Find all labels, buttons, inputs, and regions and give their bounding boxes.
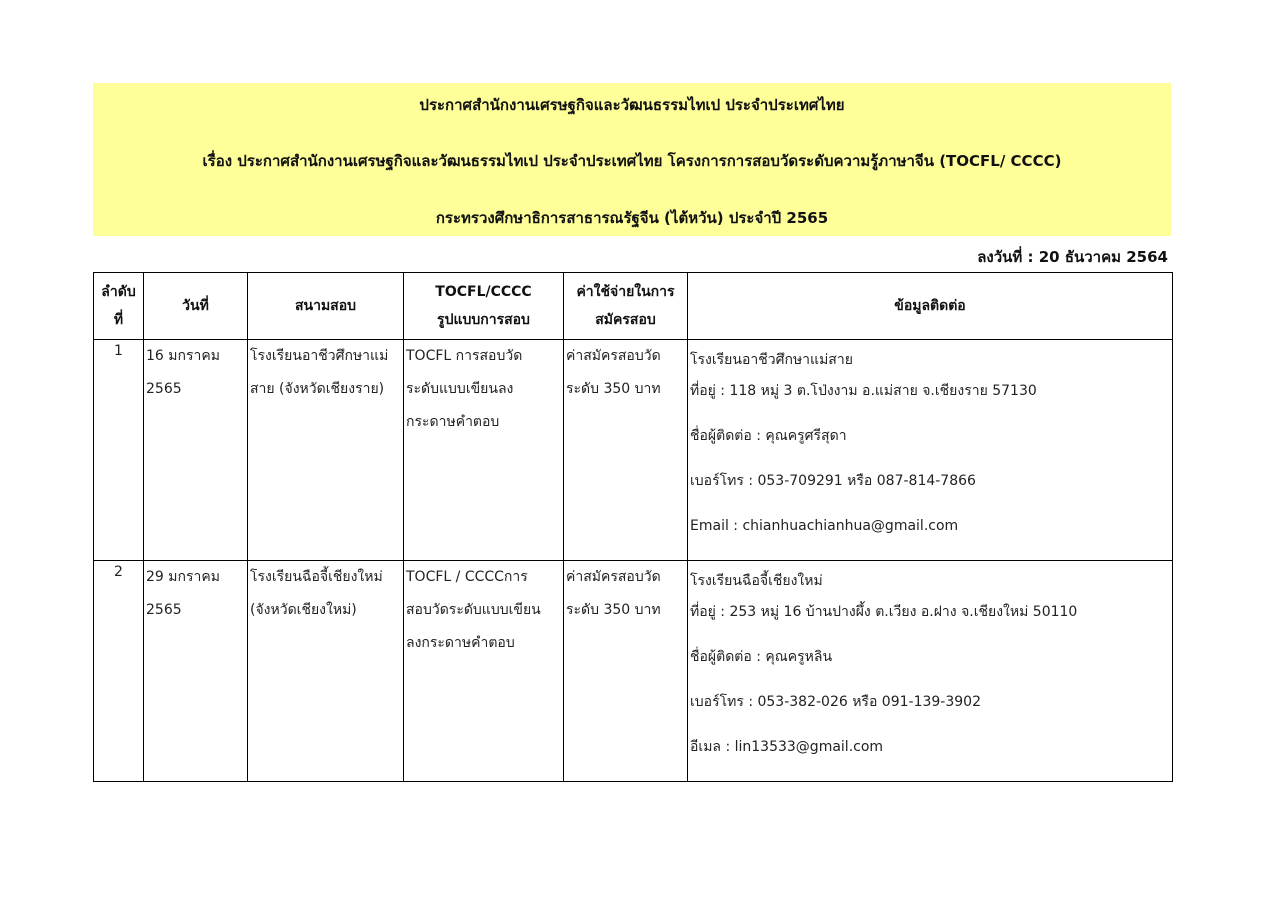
contact-address: ที่อยู่ : 118 หมู่ 3 ต.โป่งงาม อ.แม่สาย จ.เชียงราย 57130 bbox=[690, 383, 1037, 399]
row-fee: ค่าสมัครสอบวัด ระดับ 350 บาท bbox=[564, 340, 688, 561]
row-format: TOCFL / CCCCการ สอบวัดระดับแบบเขียน ลงกระดาษคำตอบ bbox=[404, 561, 564, 782]
header-contact: ข้อมูลติดต่อ bbox=[688, 273, 1173, 340]
announcement-subject: เรื่อง ประกาศสำนักงานเศรษฐกิจและวัฒนธรรมไทเป ประจำประเทศไทย โครงการการสอบวัดระดับความรู้ภาษาจีน (TOCFL/ CCCC) bbox=[202, 152, 1062, 170]
contact-email: อีเมล : lin13533@gmail.com bbox=[690, 739, 884, 755]
table-row bbox=[94, 561, 1173, 782]
contact-school: โรงเรียนฉือจี้เชียงใหม่ bbox=[690, 573, 823, 589]
row-date: 16 มกราคม 2565 bbox=[144, 340, 248, 561]
header-date: วันที่ bbox=[144, 273, 248, 340]
announcement-banner bbox=[93, 83, 1171, 236]
row-fee: ค่าสมัครสอบวัด ระดับ 350 บาท bbox=[564, 561, 688, 782]
table-header-row bbox=[94, 273, 1173, 340]
contact-person: ชื่อผู้ติดต่อ : คุณครูหลิน bbox=[690, 649, 833, 665]
announcement-title: ประกาศสำนักงานเศรษฐกิจและวัฒนธรรมไทเป ประจำประเทศไทย bbox=[419, 96, 845, 114]
row-format: TOCFL การสอบวัด ระดับแบบเขียนลง กระดาษคำตอบ bbox=[404, 340, 564, 561]
row-num: 1 bbox=[94, 340, 144, 561]
sign-date: ลงวันที่ : 20 ธันวาคม 2564 bbox=[977, 248, 1168, 266]
contact-phone: เบอร์โทร : 053-709291 หรือ 087-814-7866 bbox=[690, 473, 976, 489]
row-num: 2 bbox=[94, 561, 144, 782]
header-num: ลำดับ ที่ bbox=[94, 273, 144, 340]
row-date: 29 มกราคม 2565 bbox=[144, 561, 248, 782]
contact-email: Email : chianhuachianhua@gmail.com bbox=[690, 518, 959, 534]
row-contact bbox=[688, 561, 1173, 782]
row-venue: โรงเรียนอาชีวศึกษาแม่ สาย (จังหวัดเชียงราย) bbox=[248, 340, 404, 561]
row-venue: โรงเรียนฉือจี้เชียงใหม่ (จังหวัดเชียงใหม่) bbox=[248, 561, 404, 782]
announcement-ministry: กระทรวงศึกษาธิการสาธารณรัฐจีน (ไต้หวัน) ประจำปี 2565 bbox=[435, 209, 829, 227]
table-row bbox=[94, 340, 1173, 561]
contact-person: ชื่อผู้ติดต่อ : คุณครูศรีสุดา bbox=[690, 428, 847, 444]
header-fee: ค่าใช้จ่ายในการ สมัครสอบ bbox=[564, 273, 688, 340]
header-format: TOCFL/CCCC รูปแบบการสอบ bbox=[404, 273, 564, 340]
row-contact bbox=[688, 340, 1173, 561]
header-venue: สนามสอบ bbox=[248, 273, 404, 340]
exam-schedule-table bbox=[93, 272, 1173, 782]
contact-phone: เบอร์โทร : 053-382-026 หรือ 091-139-3902 bbox=[690, 694, 981, 710]
contact-school: โรงเรียนอาชีวศึกษาแม่สาย bbox=[690, 352, 853, 368]
contact-address: ที่อยู่ : 253 หมู่ 16 บ้านปางผึ้ง ต.เวียง อ.ฝาง จ.เชียงใหม่ 50110 bbox=[690, 604, 1078, 620]
